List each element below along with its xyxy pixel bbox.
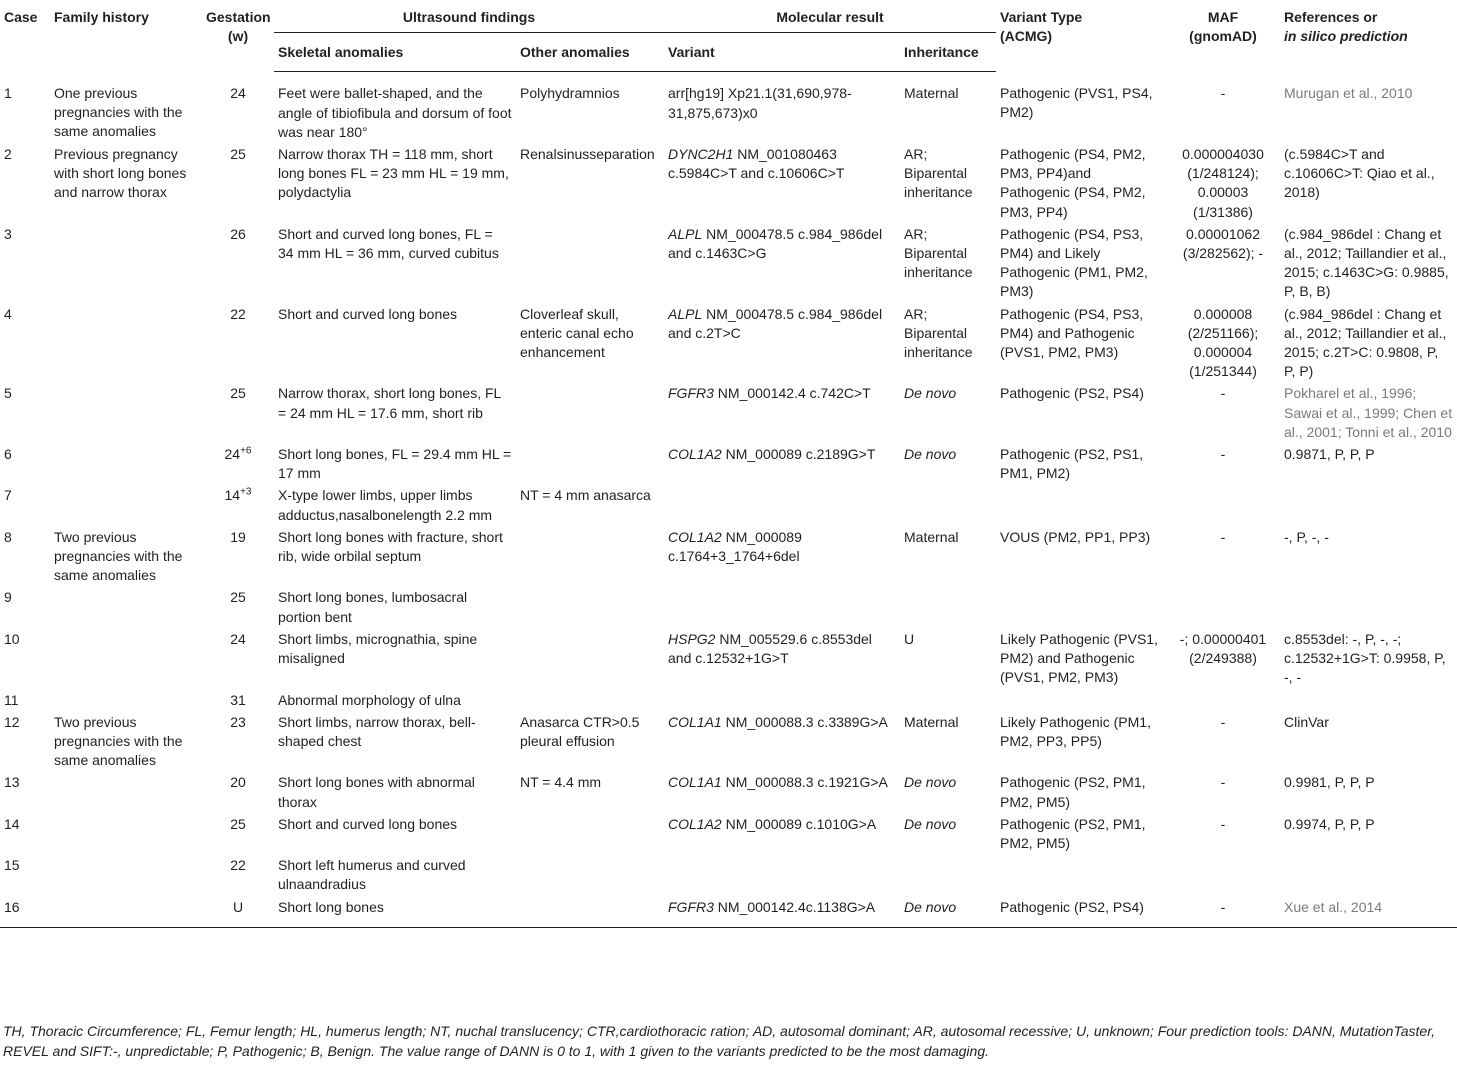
cell-variant-type [996,588,1166,629]
cell-references: -, P, -, - [1284,528,1329,545]
cell-maf: - [1220,774,1226,791]
cell-family-history [50,486,202,527]
cell-maf [1166,486,1280,527]
cell-case: 9 [4,589,12,606]
cell-other-anomalies: NT = 4 mm anasarca [520,487,651,504]
cell-references: (c.984_986del : Chang et al., 2012; Taillandier et al., 2015; c.1463C>G: 0.9885, P, B, B) [1284,225,1449,300]
cell-maf: - [1220,385,1226,402]
cell-variant [664,856,900,897]
cell-family-history: Two previous pregnancies with the same anomalies [54,713,183,769]
header-maf: MAF (gnomAD) [1189,9,1257,45]
cell-case: 8 [4,528,12,545]
cell-inheritance: De novo [904,774,957,791]
table-row [0,528,1457,589]
cell-family-history [50,630,202,691]
cell-variant: DYNC2H1 NM_001080463 c.5984C>T and c.10606C>T [668,146,845,182]
cell-variant [664,588,900,629]
header-ultrasound-findings: Ultrasound findings [274,4,664,33]
cell-gestation: 23 [230,713,246,730]
cell-variant-type [996,856,1166,897]
cell-inheritance: De novo [904,446,957,463]
cell-other-anomalies [516,691,664,713]
cell-skeletal-anomalies: X-type lower limbs, upper limbs adductus,nasalbonelength 2.2 mm [278,487,493,523]
cell-inheritance [900,486,996,527]
cell-case: 1 [4,84,12,101]
cell-inheritance: De novo [900,898,996,928]
cell-case: 15 [4,857,20,874]
cell-skeletal-anomalies: Short limbs, narrow thorax, bell-shaped chest [278,713,476,749]
cell-maf: - [1220,713,1226,730]
cell-family-history [50,773,202,814]
cell-references [1280,588,1457,629]
cell-skeletal-anomalies: Short and curved long bones [278,305,458,322]
cell-inheritance [900,588,996,629]
cell-gestation: 25 [230,815,246,832]
cell-references [1280,486,1457,527]
table-row [0,225,1457,305]
cell-variant: COL1A1 NM_000088.3 c.1921G>A [668,774,888,791]
cell-gestation: 22 [230,857,246,874]
cell-skeletal-anomalies: Feet were ballet-shaped, and the angle of tibiofibula and dorsum of foot was near 180° [278,85,512,140]
cell-skeletal-anomalies: Short long bones, FL = 29.4 mm HL = 17 mm [278,446,512,482]
cell-skeletal-anomalies: Short long bones with fracture, short rib, wide orbilal septum [278,528,503,565]
cell-maf: - [1220,84,1226,101]
table-row [0,856,1457,897]
table-row [0,588,1457,629]
cell-other-anomalies [516,856,664,897]
cell-family-history [50,856,202,897]
cell-references: c.8553del: -, P, -, -; c.12532+1G>T: 0.9958, P, -, - [1284,630,1446,686]
cell-inheritance [900,691,996,713]
cell-variant: HSPG2 NM_005529.6 c.8553del and c.12532+1G>T [668,630,872,667]
table-row [0,713,1457,774]
cell-inheritance: Maternal [904,528,959,545]
cell-skeletal-anomalies: Short and curved long bones, FL = 34 mm HL = 36 mm, curved cubitus [278,225,499,262]
cell-maf: -; 0.00000401 (2/249388) [1179,630,1267,667]
cell-inheritance: AR; Biparental inheritance [904,305,973,361]
cell-other-anomalies: Anasarca CTR>0.5 pleural effusion [520,713,640,749]
cell-references: Xue et al., 2014 [1280,898,1457,928]
cell-variant-type: Pathogenic (PS2, PS4) [996,898,1166,928]
cell-case: 5 [4,385,12,402]
cell-family-history: One previous pregnancies with the same anomalies [54,84,183,140]
cell-skeletal-anomalies: Short long bones with abnormal thorax [278,774,475,810]
cell-other-anomalies [516,630,664,691]
cell-case: 12 [4,713,20,730]
cell-references: 0.9871, P, P, P [1284,446,1375,463]
cell-maf: 0.000008 (2/251166); 0.000004 (1/251344) [1187,305,1259,380]
header-variant: Variant [664,33,900,72]
cell-references [1280,856,1457,897]
cell-maf [1166,588,1280,629]
cell-maf: 0.00001062 (3/282562); - [1182,225,1264,262]
cell-variant-type [996,486,1166,527]
cell-variant: FGFR3 NM_000142.4c.1138G>A [664,898,900,928]
cell-other-anomalies [516,225,664,305]
cell-references: (c.984_986del : Chang et al., 2012; Taillandier et al., 2015; c.2T>C: 0.9808, P, P, P) [1284,305,1447,380]
cell-maf: - [1166,898,1280,928]
cell-family-history [50,898,202,928]
cell-skeletal-anomalies: Narrow thorax TH = 118 mm, short long bones FL = 23 mm HL = 19 mm, polydactylia [278,146,509,201]
table-row [0,72,1457,145]
cell-case: 4 [4,305,12,322]
cell-gestation: 25 [230,385,246,402]
cell-case: 10 [4,630,20,647]
cell-family-history [50,815,202,856]
cell-gestation: 26 [230,225,246,242]
header-family-history: Family history [54,9,149,25]
cell-inheritance: AR; Biparental inheritance [904,146,973,201]
table-row [0,630,1457,691]
cell-case: 16 [0,898,50,928]
cell-inheritance: De novo [904,815,957,832]
cell-variant-type: Likely Pathogenic (PVS1, PM2) and Pathogenic (PVS1, PM2, PM3) [1000,630,1158,686]
cell-other-anomalies: NT = 4.4 mm [520,774,602,791]
table-row [0,691,1457,713]
table-row [0,815,1457,856]
cell-other-anomalies [516,815,664,856]
cell-skeletal-anomalies: Abnormal morphology of ulna [278,691,461,708]
cell-variant-type: Pathogenic (PS2, PS1, PM1, PM2) [1000,446,1144,482]
cell-variant: COL1A2 NM_000089 c.1764+3_1764+6del [668,528,802,565]
cell-skeletal-anomalies: Short left humerus and curved ulnaandradius [278,857,466,893]
cell-variant: arr[hg19] Xp21.1(31,690,978-31,875,673)x0 [668,85,852,121]
cell-skeletal-anomalies: Short limbs, micrognathia, spine misaligned [278,630,478,667]
case-table [0,4,1457,928]
cell-gestation: 25 [230,146,246,163]
cell-gestation: 25 [230,589,246,606]
cell-family-history [50,305,202,385]
cell-other-anomalies [516,445,664,486]
cell-case: 14 [4,815,20,832]
cell-variant: FGFR3 NM_000142.4 c.742C>T [668,385,871,402]
cell-other-anomalies [516,898,664,928]
cell-family-history: Previous pregnancy with short long bones and narrow thorax [54,146,187,201]
cell-inheritance: AR; Biparental inheritance [904,225,973,281]
cell-variant-type: Pathogenic (PS4, PS3, PM4) and Pathogenic (PVS1, PM2, PM3) [1000,305,1144,361]
table-row [0,898,1457,928]
cell-references: Pokharel et al., 1996; Sawai et al., 1999; Chen et al., 2001; Tonni et al., 2010 [1284,385,1453,440]
cell-variant: COL1A2 NM_000089 c.1010G>A [668,815,877,832]
cell-variant-type: Pathogenic (PS2, PM1, PM2, PM5) [1000,815,1146,851]
cell-gestation: 20 [230,774,246,791]
cell-maf [1166,691,1280,713]
cell-family-history [50,225,202,305]
cell-references: Murugan et al., 2010 [1284,84,1413,101]
cell-family-history [50,384,202,445]
cell-maf: - [1220,528,1226,545]
header-other-anomalies: Other anomalies [516,33,664,72]
cell-gestation: 24 [230,84,246,101]
cell-maf: - [1220,446,1226,463]
header-skeletal-anomalies: Skeletal anomalies [274,33,516,72]
header-references: References or in silico prediction [1284,9,1408,45]
cell-maf [1166,856,1280,897]
cell-maf: - [1220,815,1226,832]
cell-gestation: 31 [230,691,246,708]
cell-variant-type: Pathogenic (PS4, PS3, PM4) and Likely Pathogenic (PM1, PM2, PM3) [1000,225,1148,300]
cell-maf: 0.000004030 (1/248124); 0.00003 (1/31386) [1182,146,1264,220]
cell-references: (c.5984C>T and c.10606C>T: Qiao et al., 2018) [1284,146,1435,201]
cell-family-history [50,691,202,713]
cell-variant-type [996,691,1166,713]
header-inheritance: Inheritance [900,33,996,72]
cell-variant: ALPL NM_000478.5 c.984_986del and c.1463C>G [668,225,883,262]
table-body [0,72,1457,927]
cell-references: 0.9981, P, P, P [1284,774,1375,791]
cell-variant: COL1A1 NM_000088.3 c.3389G>A [668,713,888,730]
cell-other-anomalies: Renalsinusseparation [520,146,655,163]
table-row [0,305,1457,385]
header-variant-type: Variant Type (ACMG) [1000,9,1083,45]
cell-gestation: 24 [230,630,246,647]
cell-variant [664,691,900,713]
table-row [0,145,1457,225]
cell-other-anomalies [516,528,664,589]
cell-references: 0.9974, P, P, P [1284,815,1375,832]
table-row [0,445,1457,486]
table-row [0,773,1457,814]
cell-family-history: Two previous pregnancies with the same anomalies [54,528,183,584]
cell-variant: COL1A2 NM_000089 c.2189G>T [668,446,876,463]
cell-variant-type: Pathogenic (PS2, PM1, PM2, PM5) [1000,774,1146,810]
cell-gestation: 22 [230,305,246,322]
cell-variant-type: Pathogenic (PS4, PM2, PM3, PP4)and Pathogenic (PS4, PM2, PM3, PP4) [1000,146,1146,220]
cell-case: 7 [4,487,12,504]
cell-gestation: U [202,898,274,928]
cell-variant-type: VOUS (PM2, PP1, PP3) [1000,528,1151,545]
header-molecular-result: Molecular result [664,4,996,33]
cell-inheritance: Maternal [904,713,959,730]
cell-family-history [50,445,202,486]
cell-skeletal-anomalies: Narrow thorax, short long bones, FL = 24 mm HL = 17.6 mm, short rib [278,385,501,421]
cell-variant: ALPL NM_000478.5 c.984_986del and c.2T>C [668,305,883,341]
cell-gestation: $24^{+6}$ [224,445,252,463]
cell-inheritance [900,856,996,897]
cell-family-history [50,588,202,629]
cell-references [1280,691,1457,713]
cell-variant-type: Pathogenic (PS2, PS4) [1000,385,1144,402]
header-gestation: Gestation (w) [206,9,271,45]
cell-skeletal-anomalies: Short and curved long bones [278,815,458,832]
header-case: Case [4,9,38,25]
cell-variant [664,486,900,527]
cell-skeletal-anomalies: Short long bones [274,898,516,928]
cell-references: ClinVar [1284,713,1329,730]
cell-gestation: $14^{+3}$ [224,486,252,504]
cell-skeletal-anomalies: Short long bones, lumbosacral portion bent [278,589,468,625]
cell-case: 11 [4,691,19,708]
cell-other-anomalies [516,588,664,629]
cell-case: 13 [4,774,20,791]
table-footnote: TH, Thoracic Circumference; FL, Femur length; HL, humerus length; NT, nuchal translucency; CTR,cardiothoracic ration; AD, autosomal dominant; AR, autosomal recessive; U, unknown; Four prediction tools: DANN, MutationTaster, REVEL and SIFT:-, unpredictable; P, Pathogenic; B, Benign. The value range of DANN is 0 to 1, with 1 given to the variants predicted to be the most damaging. [3,1023,1435,1059]
cell-case: 3 [4,225,12,242]
cell-inheritance: U [904,630,915,647]
cell-other-anomalies [516,384,664,445]
cell-case: 6 [4,446,12,463]
cell-variant-type: Pathogenic (PVS1, PS4, PM2) [1000,84,1153,121]
cell-inheritance: De novo [904,385,957,402]
table-row [0,486,1457,527]
cell-gestation: 19 [230,528,246,545]
cell-other-anomalies: Cloverleaf skull, enteric canal echo enhancement [520,305,634,361]
cell-case: 2 [4,146,12,163]
table-row [0,384,1457,445]
cell-inheritance: Maternal [904,85,959,102]
cell-variant-type: Likely Pathogenic (PM1, PM2, PP3, PP5) [1000,713,1151,749]
cell-other-anomalies: Polyhydramnios [520,85,620,102]
